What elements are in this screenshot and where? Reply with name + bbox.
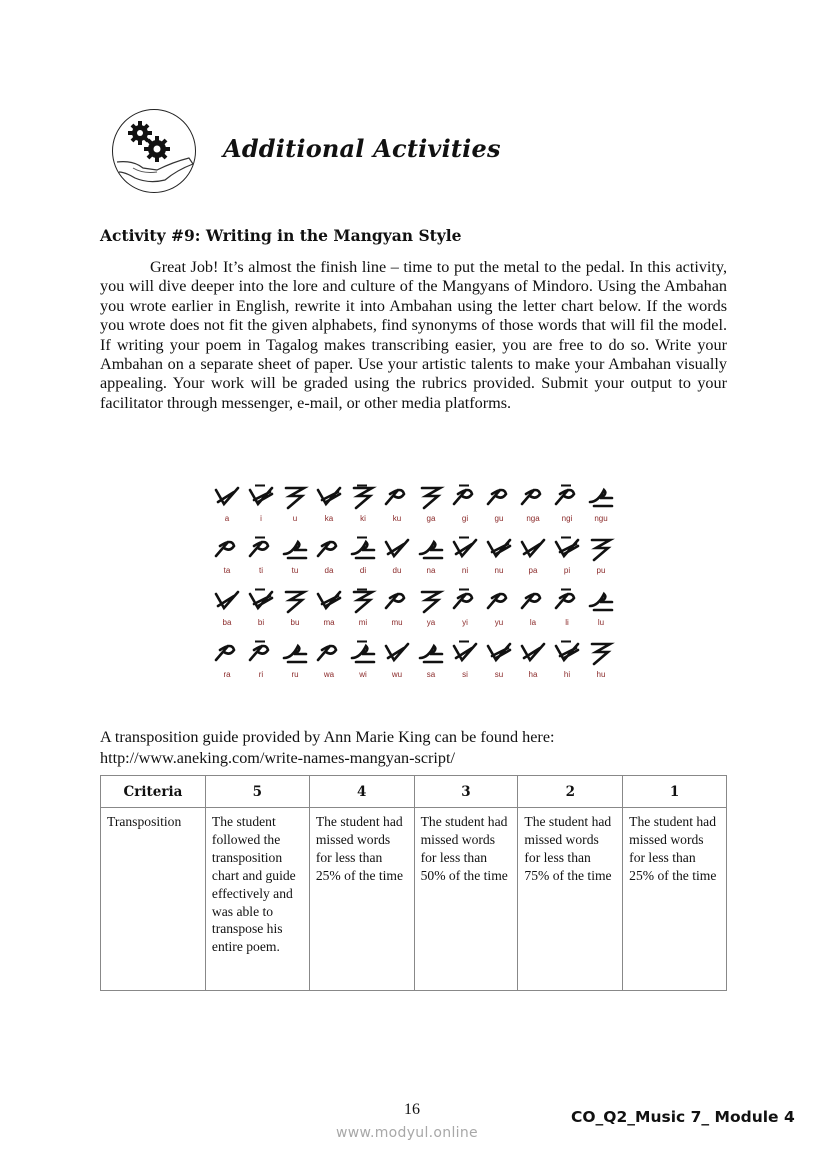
header-score-4: 4 — [309, 776, 414, 808]
syllable-label: wa — [323, 670, 335, 679]
mangyan-glyph-icon — [584, 588, 618, 614]
syllable-cell — [244, 536, 278, 588]
mangyan-glyph-icon — [380, 588, 414, 614]
syllable-label: yi — [462, 618, 468, 627]
mangyan-glyph-icon — [448, 588, 482, 614]
mangyan-glyph-icon — [380, 536, 414, 562]
syllable-cell — [516, 640, 550, 692]
page-title: Additional Activities — [223, 134, 501, 163]
mangyan-glyph-icon — [448, 536, 482, 562]
syllable-label: bu — [290, 618, 300, 627]
mangyan-glyph-icon — [312, 588, 346, 614]
score-1-cell: The student had missed words for less than 25% of the time — [623, 808, 727, 991]
syllable-label: mi — [358, 618, 368, 627]
syllable-cell — [278, 484, 312, 536]
syllable-label: gi — [461, 514, 469, 523]
mangyan-glyph-icon — [584, 484, 618, 510]
mangyan-glyph-icon — [312, 640, 346, 666]
score-3-cell: The student had missed words for less than 50% of the time — [414, 808, 518, 991]
mangyan-glyph-icon — [584, 640, 618, 666]
script-row — [210, 484, 610, 536]
syllable-group — [312, 484, 414, 536]
syllable-label: na — [426, 566, 436, 575]
syllable-label: da — [324, 566, 334, 575]
syllable-cell — [244, 640, 278, 692]
watermark: www.modyul.online — [336, 1125, 478, 1141]
syllable-label: du — [392, 566, 402, 575]
syllable-cell — [448, 588, 482, 640]
syllable-label: pa — [528, 566, 538, 575]
syllable-group — [414, 484, 516, 536]
syllable-cell — [346, 484, 380, 536]
syllable-label: wu — [391, 670, 403, 679]
script-row — [210, 640, 610, 692]
syllable-cell — [346, 536, 380, 588]
header-score-5: 5 — [205, 776, 309, 808]
mangyan-glyph-icon — [448, 640, 482, 666]
syllable-cell — [448, 536, 482, 588]
syllable-group — [210, 536, 312, 588]
syllable-group — [312, 640, 414, 692]
syllable-label: ri — [258, 670, 264, 679]
syllable-cell — [244, 588, 278, 640]
syllable-cell — [414, 536, 448, 588]
mangyan-glyph-icon — [414, 640, 448, 666]
mangyan-glyph-icon — [516, 536, 550, 562]
syllable-cell — [550, 536, 584, 588]
syllable-label: ki — [360, 514, 366, 523]
syllable-label: sa — [426, 670, 436, 679]
mangyan-glyph-icon — [550, 640, 584, 666]
syllable-label: tu — [291, 566, 299, 575]
syllable-label: hu — [596, 670, 606, 679]
syllable-cell — [346, 588, 380, 640]
syllable-cell — [380, 536, 414, 588]
syllable-label: lu — [597, 618, 605, 627]
mangyan-glyph-icon — [210, 536, 244, 562]
script-row — [210, 536, 610, 588]
header-score-2: 2 — [518, 776, 623, 808]
syllable-cell — [482, 484, 516, 536]
guide-description: A transposition guide provided by Ann Marie King can be found here: — [100, 728, 555, 746]
syllable-label: yu — [494, 618, 504, 627]
syllable-cell — [380, 588, 414, 640]
syllable-group — [516, 536, 618, 588]
syllable-label: ni — [461, 566, 469, 575]
mangyan-glyph-icon — [516, 588, 550, 614]
syllable-label: li — [565, 618, 569, 627]
score-5-cell: The student followed the transposition chart and guide effectively and was able to transpose his entire poem. — [205, 808, 309, 991]
transposition-guide — [100, 727, 555, 769]
header-score-3: 3 — [414, 776, 518, 808]
syllable-cell — [278, 536, 312, 588]
header-score-1: 1 — [623, 776, 727, 808]
mangyan-glyph-icon — [278, 536, 312, 562]
syllable-label: ngi — [561, 514, 573, 523]
syllable-cell — [584, 484, 618, 536]
syllable-group — [312, 536, 414, 588]
syllable-cell — [414, 484, 448, 536]
mangyan-glyph-icon — [482, 588, 516, 614]
mangyan-glyph-icon — [346, 588, 380, 614]
syllable-cell — [550, 588, 584, 640]
syllable-group — [516, 588, 618, 640]
page-number: 16 — [404, 1101, 420, 1118]
mangyan-glyph-icon — [482, 640, 516, 666]
syllable-cell — [482, 536, 516, 588]
syllable-group — [210, 588, 312, 640]
syllable-cell — [516, 484, 550, 536]
syllable-label: wi — [359, 670, 367, 679]
mangyan-glyph-icon — [550, 484, 584, 510]
criteria-cell: Transposition — [101, 808, 206, 991]
syllable-group — [414, 640, 516, 692]
section-header — [112, 109, 196, 193]
mangyan-glyph-icon — [312, 484, 346, 510]
syllable-cell — [346, 640, 380, 692]
syllable-cell — [448, 640, 482, 692]
syllable-cell — [210, 640, 244, 692]
syllable-label: ya — [426, 618, 436, 627]
syllable-label: a — [224, 514, 230, 523]
mangyan-glyph-icon — [380, 484, 414, 510]
syllable-cell — [414, 588, 448, 640]
syllable-label: ka — [324, 514, 334, 523]
module-code: CO_Q2_Music 7_ Module 4 — [571, 1108, 795, 1126]
mangyan-glyph-icon — [278, 484, 312, 510]
syllable-group — [414, 536, 516, 588]
score-2-cell: The student had missed words for less than 75% of the time — [518, 808, 623, 991]
mangyan-glyph-icon — [210, 588, 244, 614]
mangyan-glyph-icon — [210, 484, 244, 510]
rubric-header-row — [101, 776, 727, 808]
syllable-label: ku — [392, 514, 402, 523]
syllable-cell — [278, 588, 312, 640]
syllable-label: u — [292, 514, 298, 523]
mangyan-glyph-icon — [346, 484, 380, 510]
syllable-label: ngu — [594, 514, 608, 523]
syllable-cell — [278, 640, 312, 692]
syllable-label: si — [462, 670, 468, 679]
syllable-label: ha — [528, 670, 538, 679]
header-criteria: Criteria — [101, 776, 206, 808]
syllable-group — [210, 640, 312, 692]
syllable-label: hi — [563, 670, 571, 679]
mangyan-script-chart — [210, 484, 610, 692]
syllable-label: ti — [259, 566, 263, 575]
syllable-label: ta — [223, 566, 231, 575]
table-row — [101, 808, 727, 991]
mangyan-glyph-icon — [346, 640, 380, 666]
syllable-group — [516, 484, 618, 536]
syllable-label: mu — [391, 618, 403, 627]
syllable-label: pi — [563, 566, 571, 575]
mangyan-glyph-icon — [244, 484, 278, 510]
mangyan-glyph-icon — [414, 484, 448, 510]
syllable-label: i — [260, 514, 262, 523]
mangyan-glyph-icon — [414, 588, 448, 614]
syllable-cell — [312, 536, 346, 588]
syllable-cell — [448, 484, 482, 536]
rubric-table — [100, 775, 727, 991]
mangyan-glyph-icon — [244, 536, 278, 562]
syllable-cell — [380, 484, 414, 536]
syllable-label: ga — [426, 514, 436, 523]
syllable-cell — [210, 484, 244, 536]
mangyan-glyph-icon — [312, 536, 346, 562]
syllable-cell — [210, 536, 244, 588]
syllable-cell — [380, 640, 414, 692]
syllable-cell — [414, 640, 448, 692]
syllable-cell — [516, 536, 550, 588]
mangyan-glyph-icon — [448, 484, 482, 510]
syllable-label: di — [359, 566, 367, 575]
syllable-label: nu — [494, 566, 504, 575]
syllable-cell — [516, 588, 550, 640]
script-row — [210, 588, 610, 640]
syllable-cell — [584, 640, 618, 692]
syllable-cell — [550, 484, 584, 536]
mangyan-glyph-icon — [414, 536, 448, 562]
syllable-cell — [244, 484, 278, 536]
score-4-cell: The student had missed words for less than 25% of the time — [309, 808, 414, 991]
activity-instructions: Great Job! It’s almost the finish line – time to put the metal to the pedal. In this activity, you will dive deeper into the lore and culture of the Mangyans of Mindoro. Using the Ambahan you wrote earlier in English, rewrite it into Ambahan using the letter chart below. If the words you wrote does not fit the given alphabets, find synonyms of those words that will fil the model. If writing your poem in Tagalog makes transcribing easier, you are free to do so. Write your Ambahan on a separate sheet of paper. Use your artistic talents to make your Ambahan visually appealing. Your work will be graded using the rubrics provided. Submit your output to your facilitator through messenger, e-mail, or other media platforms. — [100, 258, 727, 412]
mangyan-glyph-icon — [550, 588, 584, 614]
mangyan-glyph-icon — [210, 640, 244, 666]
mangyan-glyph-icon — [550, 536, 584, 562]
syllable-cell — [312, 588, 346, 640]
syllable-label: ba — [222, 618, 232, 627]
mangyan-glyph-icon — [346, 536, 380, 562]
syllable-cell — [482, 588, 516, 640]
syllable-label: ru — [291, 670, 299, 679]
guide-link[interactable]: http://www.aneking.com/write-names-mangyan-script/ — [100, 749, 455, 767]
activity-title: Activity #9: Writing in the Mangyan Style — [100, 226, 462, 245]
syllable-label: ma — [323, 618, 335, 627]
syllable-label: la — [529, 618, 537, 627]
syllable-label: gu — [494, 514, 504, 523]
mangyan-glyph-icon — [516, 484, 550, 510]
syllable-cell — [312, 640, 346, 692]
syllable-label: su — [494, 670, 504, 679]
gears-on-hand-icon — [112, 109, 196, 193]
mangyan-glyph-icon — [244, 588, 278, 614]
syllable-label: nga — [526, 514, 540, 523]
mangyan-glyph-icon — [278, 588, 312, 614]
syllable-label: bi — [257, 618, 265, 627]
syllable-cell — [482, 640, 516, 692]
mangyan-glyph-icon — [584, 536, 618, 562]
syllable-group — [516, 640, 618, 692]
syllable-group — [210, 484, 312, 536]
syllable-cell — [210, 588, 244, 640]
syllable-label: pu — [596, 566, 606, 575]
mangyan-glyph-icon — [278, 640, 312, 666]
mangyan-glyph-icon — [244, 640, 278, 666]
mangyan-glyph-icon — [516, 640, 550, 666]
syllable-cell — [584, 536, 618, 588]
mangyan-glyph-icon — [380, 640, 414, 666]
syllable-cell — [312, 484, 346, 536]
syllable-cell — [550, 640, 584, 692]
syllable-group — [312, 588, 414, 640]
syllable-cell — [584, 588, 618, 640]
mangyan-glyph-icon — [482, 484, 516, 510]
mangyan-glyph-icon — [482, 536, 516, 562]
syllable-label: ra — [223, 670, 231, 679]
syllable-group — [414, 588, 516, 640]
